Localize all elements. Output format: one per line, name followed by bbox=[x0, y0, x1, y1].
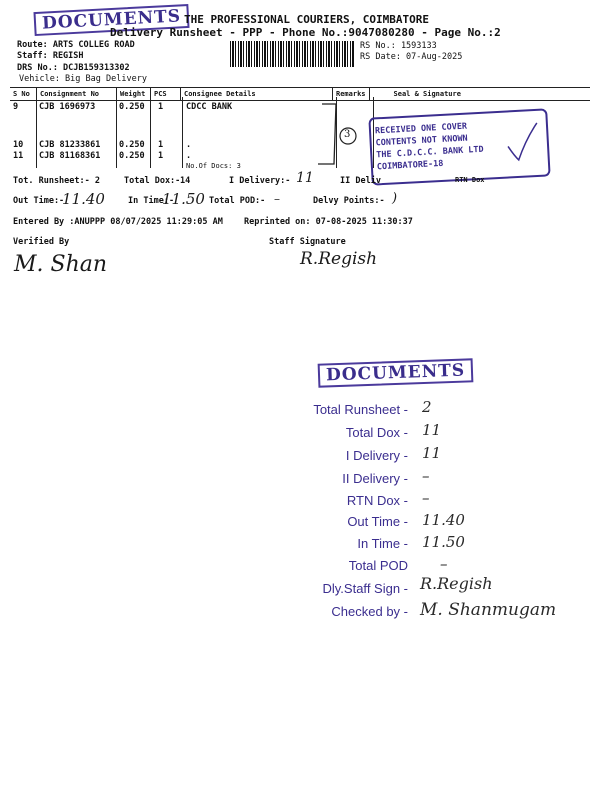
summary-label: In Time - bbox=[357, 536, 408, 551]
no-of-docs: No.Of Docs: 3 bbox=[186, 162, 241, 170]
staff-signature: R.Regish bbox=[300, 249, 378, 269]
summary-label: Total Dox - bbox=[345, 425, 408, 440]
row-consignment: CJB 1696973 bbox=[39, 102, 96, 112]
summary-value: 11.40 bbox=[422, 511, 465, 529]
seal-line: COIMBATORE-18 bbox=[376, 158, 444, 173]
row-consignee: CDCC BANK bbox=[186, 102, 233, 112]
verified-signature: M. Shan bbox=[14, 252, 108, 277]
row-consignee: . bbox=[186, 140, 192, 150]
staff-text: Staff: REGISH bbox=[17, 51, 84, 61]
summary-value: M. Shanmugam bbox=[420, 600, 557, 620]
total-dox-label: Total Dox:- bbox=[124, 176, 181, 186]
remarks-mark: 3 bbox=[344, 129, 351, 140]
summary-label: Checked by - bbox=[331, 604, 408, 619]
seal-line: THE C.D.C.C. BANK LTD bbox=[376, 144, 484, 161]
table-header-row bbox=[10, 88, 590, 101]
col-consignee: Consignee Details bbox=[181, 88, 333, 101]
col-consignment: Consignment No bbox=[37, 88, 117, 101]
summary-label: I Delivery - bbox=[345, 448, 408, 463]
total-pod-value: – bbox=[274, 192, 280, 206]
entered-by: Entered By :ANUPPP 08/07/2025 11:29:05 AM bbox=[13, 217, 223, 227]
delvy-points-value: ) bbox=[392, 191, 398, 206]
row-weight: 0.250 bbox=[119, 102, 145, 112]
i-delivery-label: I Delivery:- bbox=[229, 176, 291, 186]
barcode bbox=[230, 41, 355, 67]
total-dox-value: 14 bbox=[180, 176, 191, 186]
col-pcs: PCS bbox=[151, 88, 181, 101]
checkmark-icon bbox=[503, 119, 541, 165]
col-sno: S No bbox=[10, 88, 37, 101]
row-pcs: 1 bbox=[158, 140, 164, 150]
out-time-value: 11.40 bbox=[62, 190, 105, 208]
summary-value: – bbox=[440, 555, 448, 573]
company-name: THE PROFESSIONAL COURIERS, COIMBATORE bbox=[184, 13, 430, 26]
summary-value: 11 bbox=[422, 421, 442, 439]
row-pcs: 1 bbox=[158, 102, 164, 112]
i-delivery-value: 11 bbox=[296, 170, 314, 186]
tot-runsheet: Tot. Runsheet:- 2 bbox=[13, 176, 100, 186]
row-weight: 0.250 bbox=[119, 151, 145, 161]
summary-label: Total POD bbox=[348, 558, 408, 573]
row-weight: 0.250 bbox=[119, 140, 145, 150]
rtn-dox-label: RTN Dox bbox=[455, 176, 485, 184]
col-weight: Weight bbox=[117, 88, 151, 101]
summary-label: Total Runsheet - bbox=[313, 402, 408, 417]
summary-value: R.Regish bbox=[420, 574, 493, 593]
row-sno: 9 bbox=[13, 102, 19, 112]
documents-stamp: DOCUMENTS bbox=[33, 4, 189, 36]
consignment-table bbox=[10, 87, 590, 101]
summary-label: Dly.Staff Sign - bbox=[322, 581, 408, 596]
summary-label: Out Time - bbox=[347, 514, 408, 529]
col-remarks: Remarks bbox=[333, 88, 370, 101]
staff-signature-label: Staff Signature bbox=[269, 237, 346, 247]
route-text: Route: ARTS COLLEG ROAD bbox=[17, 40, 135, 50]
bank-seal bbox=[368, 108, 550, 185]
col-seal: Seal & Signature bbox=[369, 88, 590, 101]
row-consignment: CJB 81168361 bbox=[39, 151, 101, 161]
col-divider bbox=[36, 97, 37, 168]
out-time-label: Out Time:- bbox=[13, 196, 65, 206]
summary-value: – bbox=[422, 467, 430, 485]
delvy-points-label: Delvy Points:- bbox=[313, 196, 385, 206]
row-consignee: . bbox=[186, 151, 192, 161]
col-divider bbox=[150, 97, 151, 168]
seal-line: RECEIVED ONE COVER bbox=[374, 121, 468, 137]
summary-value: – bbox=[422, 489, 430, 507]
runsheet-subtitle: Delivery Runsheet - PPP - Phone No.:9047080280 - Page No.:2 bbox=[110, 26, 501, 39]
drs-number: DRS No.: DCJB159313302 bbox=[17, 63, 130, 73]
summary-label: II Delivery - bbox=[342, 471, 408, 486]
ii-delivery-label: II Deliv bbox=[340, 176, 381, 186]
summary-documents-stamp: DOCUMENTS bbox=[318, 358, 474, 387]
vehicle-text: Vehicle: Big Bag Delivery bbox=[19, 74, 147, 84]
verified-by-label: Verified By bbox=[13, 237, 70, 247]
summary-value: 11 bbox=[422, 444, 442, 462]
in-time-label: In Time:- bbox=[128, 196, 175, 206]
bracket-mark-icon bbox=[300, 102, 370, 168]
summary-label: RTN Dox - bbox=[346, 493, 408, 508]
reprinted-on: Reprinted on: 07-08-2025 11:30:37 bbox=[244, 217, 413, 227]
col-divider bbox=[116, 97, 117, 168]
in-time-value: 11.50 bbox=[162, 190, 205, 208]
row-pcs: 1 bbox=[158, 151, 164, 161]
summary-value: 11.50 bbox=[422, 533, 465, 551]
row-sno: 10 bbox=[13, 140, 24, 150]
row-consignment: CJB 81233861 bbox=[39, 140, 101, 150]
col-divider bbox=[182, 97, 183, 168]
summary-value: 2 bbox=[422, 398, 432, 416]
rs-date: RS Date: 07-Aug-2025 bbox=[360, 52, 463, 62]
seal-line: CONTENTS NOT KNOWN bbox=[375, 133, 468, 149]
row-sno: 11 bbox=[13, 151, 24, 161]
rs-number: RS No.: 1593133 bbox=[360, 41, 437, 51]
total-pod-label: Total POD:- bbox=[209, 196, 266, 206]
